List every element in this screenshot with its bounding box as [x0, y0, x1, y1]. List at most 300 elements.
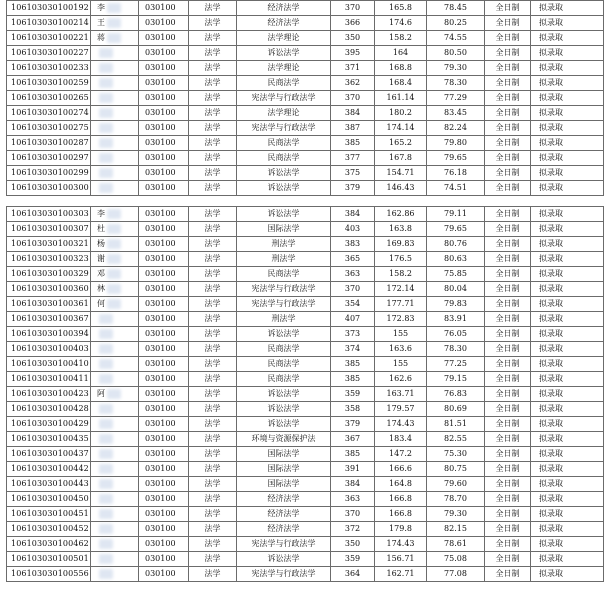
study-mode-cell — [485, 282, 531, 297]
discipline-cell — [189, 166, 237, 181]
total-score-cell — [427, 492, 485, 507]
initial-score-cell — [331, 567, 375, 582]
retest-score-cell — [375, 181, 427, 196]
discipline-text: 法学 — [204, 168, 221, 177]
table-row — [7, 121, 604, 136]
candidate-id-text: 106103030100429 — [11, 419, 89, 428]
study-mode-cell — [485, 31, 531, 46]
research-direction-text: 国际法学 — [267, 479, 300, 488]
major-code-cell — [139, 522, 189, 537]
study-mode-cell — [485, 312, 531, 327]
research-direction-text: 民商法学 — [267, 359, 300, 368]
discipline-text: 法学 — [204, 359, 221, 368]
admission-status-text: 拟录取 — [539, 224, 563, 233]
candidate-id-cell — [7, 477, 91, 492]
retest-score-text: 174.43 — [386, 539, 415, 548]
research-direction-text: 民商法学 — [267, 78, 300, 87]
retest-score-cell — [375, 136, 427, 151]
total-score-text: 81.51 — [444, 419, 467, 428]
admission-status-cell — [531, 46, 604, 61]
retest-score-cell — [375, 417, 427, 432]
initial-score-cell — [331, 552, 375, 567]
research-direction-cell — [237, 31, 331, 46]
study-mode-text: 全日制 — [495, 93, 520, 102]
retest-score-cell — [375, 387, 427, 402]
study-mode-text: 全日制 — [495, 464, 520, 473]
candidate-id-cell — [7, 1, 91, 16]
initial-score-cell — [331, 31, 375, 46]
initial-score-text: 367 — [344, 434, 361, 443]
total-score-text: 77.08 — [444, 569, 467, 578]
major-code-text: 030100 — [145, 209, 176, 218]
initial-score-cell — [331, 267, 375, 282]
study-mode-text: 全日制 — [495, 269, 520, 278]
initial-score-text: 354 — [344, 299, 361, 308]
admission-status-text: 拟录取 — [539, 329, 563, 338]
major-code-cell — [139, 267, 189, 282]
study-mode-text: 全日制 — [495, 63, 520, 72]
major-code-cell — [139, 136, 189, 151]
candidate-id-text: 106103030100214 — [11, 18, 89, 27]
study-mode-cell — [485, 16, 531, 31]
admission-status-text: 拟录取 — [539, 524, 563, 533]
candidate-id-cell — [7, 342, 91, 357]
initial-score-text: 403 — [344, 224, 361, 233]
initial-score-text: 350 — [344, 33, 361, 42]
admission-status-text: 拟录取 — [539, 359, 563, 368]
research-direction-cell — [237, 492, 331, 507]
retest-score-cell — [375, 567, 427, 582]
redaction-blur — [107, 284, 121, 294]
study-mode-text: 全日制 — [495, 239, 520, 248]
admission-status-cell — [531, 136, 604, 151]
candidate-id-cell — [7, 222, 91, 237]
major-code-cell — [139, 417, 189, 432]
major-code-cell — [139, 31, 189, 46]
major-code-text: 030100 — [145, 449, 176, 458]
retest-score-cell — [375, 151, 427, 166]
table-row — [7, 282, 604, 297]
admission-status-text: 拟录取 — [539, 404, 563, 413]
candidate-id-cell — [7, 507, 91, 522]
research-direction-cell — [237, 462, 331, 477]
admission-status-cell — [531, 477, 604, 492]
retest-score-text: 163.71 — [386, 389, 415, 398]
total-score-text: 80.75 — [444, 464, 467, 473]
study-mode-text: 全日制 — [495, 344, 520, 353]
candidate-id-cell — [7, 31, 91, 46]
research-direction-cell — [237, 207, 331, 222]
discipline-text: 法学 — [204, 374, 221, 383]
total-score-text: 79.11 — [444, 209, 467, 218]
total-score-cell — [427, 357, 485, 372]
retest-score-cell — [375, 432, 427, 447]
discipline-text: 法学 — [204, 123, 221, 132]
retest-score-text: 169.83 — [386, 239, 415, 248]
total-score-text: 80.69 — [444, 404, 467, 413]
table-row — [7, 207, 604, 222]
discipline-text: 法学 — [204, 48, 221, 57]
retest-score-cell — [375, 297, 427, 312]
major-code-cell — [139, 252, 189, 267]
major-code-cell — [139, 492, 189, 507]
total-score-text: 80.04 — [444, 284, 467, 293]
research-direction-cell — [237, 222, 331, 237]
major-code-cell — [139, 166, 189, 181]
discipline-cell — [189, 477, 237, 492]
discipline-text: 法学 — [204, 509, 221, 518]
study-mode-text: 全日制 — [495, 33, 520, 42]
retest-score-cell — [375, 462, 427, 477]
candidate-id-text: 106103030100287 — [11, 138, 89, 147]
initial-score-text: 370 — [344, 284, 361, 293]
admission-status-cell — [531, 91, 604, 106]
discipline-cell — [189, 462, 237, 477]
discipline-cell — [189, 252, 237, 267]
admission-status-text: 拟录取 — [539, 419, 563, 428]
initial-score-text: 359 — [344, 554, 361, 563]
major-code-text: 030100 — [145, 78, 176, 87]
major-code-text: 030100 — [145, 63, 176, 72]
major-code-cell — [139, 552, 189, 567]
major-code-cell — [139, 462, 189, 477]
total-score-text: 80.25 — [444, 18, 467, 27]
discipline-cell — [189, 447, 237, 462]
candidate-id-text: 106103030100442 — [11, 464, 89, 473]
discipline-text: 法学 — [204, 494, 221, 503]
candidate-id-text: 106103030100361 — [11, 299, 89, 308]
candidate-id-cell — [7, 432, 91, 447]
study-mode-text: 全日制 — [495, 554, 520, 563]
redaction-blur — [99, 314, 113, 324]
research-direction-cell — [237, 106, 331, 121]
table-row — [7, 552, 604, 567]
admission-status-cell — [531, 462, 604, 477]
initial-score-cell — [331, 91, 375, 106]
admission-status-cell — [531, 522, 604, 537]
initial-score-cell — [331, 207, 375, 222]
major-code-text: 030100 — [145, 404, 176, 413]
initial-score-cell — [331, 492, 375, 507]
retest-score-text: 162.6 — [389, 374, 412, 383]
admission-status-text: 拟录取 — [539, 389, 563, 398]
research-direction-text: 经济法学 — [267, 18, 300, 27]
candidate-name-cell — [91, 312, 139, 327]
total-score-text: 78.30 — [444, 344, 467, 353]
major-code-cell — [139, 46, 189, 61]
study-mode-text: 全日制 — [495, 449, 520, 458]
discipline-cell — [189, 151, 237, 166]
discipline-cell — [189, 387, 237, 402]
study-mode-cell — [485, 402, 531, 417]
retest-score-cell — [375, 252, 427, 267]
initial-score-text: 395 — [344, 48, 361, 57]
major-code-cell — [139, 507, 189, 522]
candidate-id-text: 106103030100410 — [11, 359, 89, 368]
candidate-name-text: 王 — [97, 18, 105, 27]
candidate-id-cell — [7, 537, 91, 552]
research-direction-text: 宪法学与行政法学 — [251, 284, 316, 293]
total-score-text: 77.25 — [444, 359, 467, 368]
major-code-text: 030100 — [145, 329, 176, 338]
research-direction-text: 诉讼法学 — [267, 404, 300, 413]
initial-score-text: 365 — [344, 254, 361, 263]
candidate-name-text: 杜 — [97, 224, 105, 233]
candidate-id-text: 106103030100435 — [11, 434, 89, 443]
candidate-id-cell — [7, 312, 91, 327]
research-direction-cell — [237, 46, 331, 61]
candidate-id-text: 106103030100450 — [11, 494, 89, 503]
discipline-text: 法学 — [204, 153, 221, 162]
table-row — [7, 237, 604, 252]
candidate-name-text: 谢 — [97, 254, 105, 263]
total-score-text: 82.24 — [444, 123, 467, 132]
research-direction-cell — [237, 91, 331, 106]
discipline-text: 法学 — [204, 108, 221, 117]
initial-score-cell — [331, 46, 375, 61]
initial-score-text: 371 — [344, 63, 361, 72]
study-mode-text: 全日制 — [495, 18, 520, 27]
table-row — [7, 252, 604, 267]
total-score-text: 77.29 — [444, 93, 467, 102]
total-score-cell — [427, 252, 485, 267]
discipline-text: 法学 — [204, 404, 221, 413]
major-code-text: 030100 — [145, 524, 176, 533]
major-code-text: 030100 — [145, 434, 176, 443]
candidate-id-text: 106103030100227 — [11, 48, 89, 57]
retest-score-cell — [375, 537, 427, 552]
candidate-id-cell — [7, 492, 91, 507]
research-direction-cell — [237, 16, 331, 31]
initial-score-cell — [331, 312, 375, 327]
study-mode-cell — [485, 342, 531, 357]
candidate-id-cell — [7, 387, 91, 402]
candidate-name-cell — [91, 372, 139, 387]
total-score-text: 79.80 — [444, 138, 467, 147]
candidate-name-text: 邓 — [97, 269, 105, 278]
initial-score-cell — [331, 447, 375, 462]
study-mode-cell — [485, 181, 531, 196]
table-row — [7, 151, 604, 166]
admission-status-text: 拟录取 — [539, 494, 563, 503]
admission-status-cell — [531, 552, 604, 567]
redaction-blur — [107, 269, 121, 279]
discipline-cell — [189, 327, 237, 342]
candidate-id-cell — [7, 252, 91, 267]
candidate-id-text: 106103030100423 — [11, 389, 89, 398]
admission-status-cell — [531, 312, 604, 327]
major-code-text: 030100 — [145, 153, 176, 162]
study-mode-cell — [485, 76, 531, 91]
research-direction-text: 法学理论 — [267, 33, 300, 42]
total-score-cell — [427, 106, 485, 121]
study-mode-text: 全日制 — [495, 374, 520, 383]
research-direction-text: 诉讼法学 — [267, 183, 300, 192]
candidate-name-text: 何 — [97, 299, 105, 308]
retest-score-text: 158.2 — [389, 33, 412, 42]
candidate-name-cell — [91, 1, 139, 16]
initial-score-cell — [331, 432, 375, 447]
initial-score-cell — [331, 417, 375, 432]
total-score-text: 83.91 — [444, 314, 467, 323]
initial-score-cell — [331, 166, 375, 181]
redaction-blur — [99, 494, 113, 504]
initial-score-cell — [331, 402, 375, 417]
candidate-name-cell — [91, 136, 139, 151]
initial-score-text: 379 — [344, 183, 361, 192]
initial-score-text: 385 — [344, 138, 361, 147]
major-code-text: 030100 — [145, 509, 176, 518]
retest-score-cell — [375, 1, 427, 16]
table-row — [7, 61, 604, 76]
research-direction-cell — [237, 432, 331, 447]
total-score-cell — [427, 181, 485, 196]
total-score-cell — [427, 136, 485, 151]
redaction-blur — [99, 344, 113, 354]
candidate-name-cell — [91, 432, 139, 447]
study-mode-text: 全日制 — [495, 108, 520, 117]
research-direction-cell — [237, 282, 331, 297]
admission-status-cell — [531, 121, 604, 136]
discipline-cell — [189, 507, 237, 522]
research-direction-cell — [237, 297, 331, 312]
initial-score-text: 384 — [344, 479, 361, 488]
discipline-text: 法学 — [204, 93, 221, 102]
total-score-text: 79.30 — [444, 63, 467, 72]
major-code-cell — [139, 327, 189, 342]
study-mode-cell — [485, 166, 531, 181]
retest-score-text: 174.43 — [386, 419, 415, 428]
major-code-cell — [139, 567, 189, 582]
discipline-cell — [189, 91, 237, 106]
total-score-cell — [427, 76, 485, 91]
discipline-text: 法学 — [204, 239, 221, 248]
candidate-id-cell — [7, 207, 91, 222]
retest-score-text: 172.83 — [386, 314, 415, 323]
redaction-blur — [99, 449, 113, 459]
discipline-cell — [189, 492, 237, 507]
study-mode-text: 全日制 — [495, 168, 520, 177]
admission-status-cell — [531, 106, 604, 121]
study-mode-cell — [485, 46, 531, 61]
candidate-id-text: 106103030100299 — [11, 168, 89, 177]
discipline-text: 法学 — [204, 33, 221, 42]
admission-status-text: 拟录取 — [539, 314, 563, 323]
total-score-text: 79.30 — [444, 509, 467, 518]
total-score-cell — [427, 432, 485, 447]
candidate-id-text: 106103030100321 — [11, 239, 89, 248]
table-row — [7, 432, 604, 447]
admission-status-text: 拟录取 — [539, 209, 563, 218]
candidate-name-cell — [91, 387, 139, 402]
total-score-text: 79.65 — [444, 224, 467, 233]
admission-status-cell — [531, 297, 604, 312]
study-mode-text: 全日制 — [495, 3, 520, 12]
initial-score-text: 358 — [344, 404, 361, 413]
retest-score-text: 179.57 — [386, 404, 415, 413]
candidate-name-text: 蒋 — [97, 33, 105, 42]
candidate-id-cell — [7, 121, 91, 136]
admission-status-text: 拟录取 — [539, 138, 563, 147]
admission-status-cell — [531, 31, 604, 46]
research-direction-text: 诉讼法学 — [267, 389, 300, 398]
research-direction-cell — [237, 567, 331, 582]
discipline-cell — [189, 552, 237, 567]
major-code-text: 030100 — [145, 569, 176, 578]
total-score-cell — [427, 31, 485, 46]
retest-score-cell — [375, 357, 427, 372]
initial-score-text: 370 — [344, 509, 361, 518]
admission-status-cell — [531, 372, 604, 387]
candidate-id-text: 106103030100323 — [11, 254, 89, 263]
admission-status-text: 拟录取 — [539, 153, 563, 162]
major-code-cell — [139, 91, 189, 106]
study-mode-cell — [485, 121, 531, 136]
candidate-id-text: 106103030100462 — [11, 539, 89, 548]
research-direction-text: 诉讼法学 — [267, 48, 300, 57]
candidate-id-text: 106103030100221 — [11, 33, 89, 42]
admission-status-text: 拟录取 — [539, 269, 563, 278]
admission-status-text: 拟录取 — [539, 569, 563, 578]
retest-score-text: 161.14 — [386, 93, 415, 102]
discipline-text: 法学 — [204, 209, 221, 218]
redaction-blur — [99, 569, 113, 579]
discipline-cell — [189, 121, 237, 136]
discipline-text: 法学 — [204, 434, 221, 443]
total-score-text: 76.05 — [444, 329, 467, 338]
initial-score-cell — [331, 372, 375, 387]
major-code-text: 030100 — [145, 254, 176, 263]
retest-score-text: 172.14 — [386, 284, 415, 293]
candidate-id-cell — [7, 462, 91, 477]
table-row — [7, 106, 604, 121]
admission-status-cell — [531, 357, 604, 372]
major-code-text: 030100 — [145, 494, 176, 503]
initial-score-text: 383 — [344, 239, 361, 248]
initial-score-cell — [331, 507, 375, 522]
redaction-blur — [99, 108, 113, 118]
study-mode-cell — [485, 357, 531, 372]
initial-score-text: 391 — [344, 464, 361, 473]
candidate-id-text: 106103030100265 — [11, 93, 89, 102]
initial-score-text: 375 — [344, 168, 361, 177]
total-score-cell — [427, 372, 485, 387]
study-mode-cell — [485, 136, 531, 151]
candidate-id-text: 106103030100297 — [11, 153, 89, 162]
discipline-text: 法学 — [204, 389, 221, 398]
retest-score-cell — [375, 31, 427, 46]
redaction-blur — [99, 539, 113, 549]
admission-status-text: 拟录取 — [539, 183, 563, 192]
research-direction-cell — [237, 342, 331, 357]
total-score-cell — [427, 312, 485, 327]
initial-score-cell — [331, 121, 375, 136]
initial-score-text: 362 — [344, 78, 361, 87]
discipline-text: 法学 — [204, 299, 221, 308]
research-direction-cell — [237, 417, 331, 432]
discipline-text: 法学 — [204, 554, 221, 563]
study-mode-cell — [485, 522, 531, 537]
redaction-blur — [99, 479, 113, 489]
table-row — [7, 312, 604, 327]
candidate-id-text: 106103030100501 — [11, 554, 89, 563]
research-direction-text: 刑法学 — [271, 254, 296, 263]
candidate-name-cell — [91, 222, 139, 237]
initial-score-text: 373 — [344, 329, 361, 338]
redaction-blur — [107, 389, 121, 399]
research-direction-text: 民商法学 — [267, 153, 300, 162]
major-code-cell — [139, 372, 189, 387]
